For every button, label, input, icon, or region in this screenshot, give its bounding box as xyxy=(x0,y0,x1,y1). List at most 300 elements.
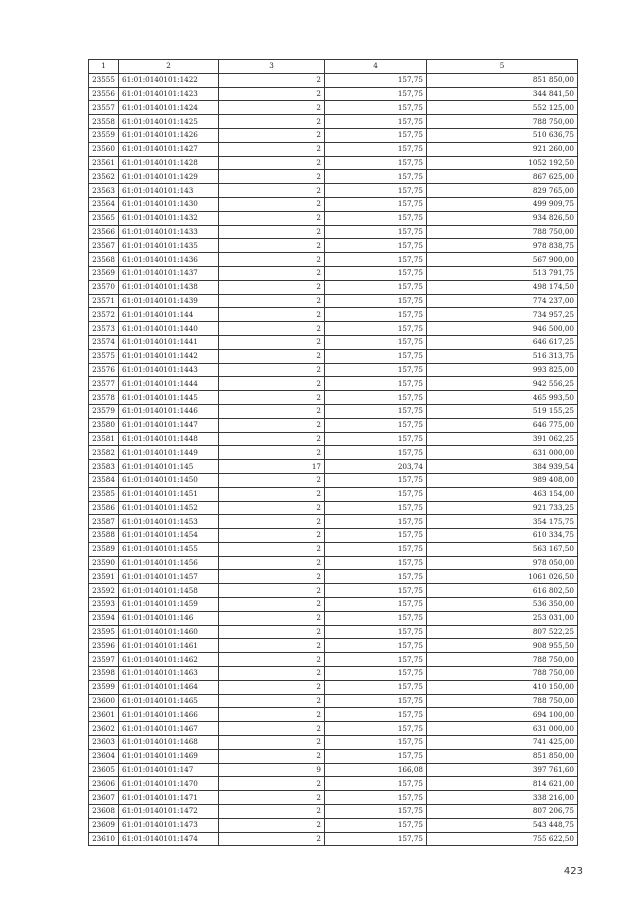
row-number-cell: 23566 xyxy=(89,225,119,239)
row-number-cell: 23561 xyxy=(89,156,119,170)
area-cell: 157,75 xyxy=(325,156,427,170)
value-cell: 463 154,00 xyxy=(427,487,578,501)
value-cell: 788 750,00 xyxy=(427,667,578,681)
count-cell: 2 xyxy=(219,184,325,198)
row-number-cell: 23578 xyxy=(89,391,119,405)
area-cell: 157,75 xyxy=(325,598,427,612)
value-cell: 946 500,00 xyxy=(427,322,578,336)
cadastral-number-cell: 61:01:0140101:1463 xyxy=(119,667,219,681)
value-cell: 498 174,50 xyxy=(427,280,578,294)
value-cell: 829 765,00 xyxy=(427,184,578,198)
row-number-cell: 23583 xyxy=(89,460,119,474)
area-cell: 157,75 xyxy=(325,473,427,487)
row-number-cell: 23574 xyxy=(89,335,119,349)
table-row xyxy=(89,473,578,487)
value-cell: 516 313,75 xyxy=(427,349,578,363)
row-number-cell: 23576 xyxy=(89,363,119,377)
cadastral-number-cell: 61:01:0140101:1439 xyxy=(119,294,219,308)
area-cell: 166,08 xyxy=(325,763,427,777)
cadastral-number-cell: 61:01:0140101:1443 xyxy=(119,363,219,377)
count-cell: 2 xyxy=(219,529,325,543)
value-cell: 410 150,00 xyxy=(427,680,578,694)
header-cell-3: 3 xyxy=(219,60,325,74)
value-cell: 934 826,50 xyxy=(427,211,578,225)
area-cell: 157,75 xyxy=(325,418,427,432)
area-cell: 157,75 xyxy=(325,170,427,184)
table-body xyxy=(89,60,578,846)
count-cell: 2 xyxy=(219,391,325,405)
row-number-cell: 23608 xyxy=(89,805,119,819)
table-row xyxy=(89,101,578,115)
area-cell: 157,75 xyxy=(325,115,427,129)
cadastral-number-cell: 61:01:0140101:1424 xyxy=(119,101,219,115)
cadastral-number-cell: 61:01:0140101:145 xyxy=(119,460,219,474)
row-number-cell: 23592 xyxy=(89,584,119,598)
cadastral-number-cell: 61:01:0140101:1469 xyxy=(119,749,219,763)
cadastral-number-cell: 61:01:0140101:1466 xyxy=(119,708,219,722)
value-cell: 253 031,00 xyxy=(427,611,578,625)
count-cell: 2 xyxy=(219,432,325,446)
cadastral-number-cell: 61:01:0140101:146 xyxy=(119,611,219,625)
count-cell: 2 xyxy=(219,335,325,349)
value-cell: 552 125,00 xyxy=(427,101,578,115)
cadastral-number-cell: 61:01:0140101:1460 xyxy=(119,625,219,639)
row-number-cell: 23558 xyxy=(89,115,119,129)
table-row xyxy=(89,832,578,846)
table-row xyxy=(89,680,578,694)
row-number-cell: 23589 xyxy=(89,542,119,556)
cadastral-number-cell: 61:01:0140101:1422 xyxy=(119,73,219,87)
value-cell: 942 556,25 xyxy=(427,377,578,391)
count-cell: 2 xyxy=(219,101,325,115)
count-cell: 2 xyxy=(219,115,325,129)
count-cell: 2 xyxy=(219,487,325,501)
table-row xyxy=(89,377,578,391)
value-cell: 513 791,75 xyxy=(427,266,578,280)
cadastral-number-cell: 61:01:0140101:1425 xyxy=(119,115,219,129)
table-row xyxy=(89,460,578,474)
value-cell: 338 216,00 xyxy=(427,791,578,805)
value-cell: 788 750,00 xyxy=(427,694,578,708)
area-cell: 157,75 xyxy=(325,391,427,405)
count-cell: 2 xyxy=(219,239,325,253)
cadastral-number-cell: 61:01:0140101:1423 xyxy=(119,87,219,101)
value-cell: 978 050,00 xyxy=(427,556,578,570)
count-cell: 2 xyxy=(219,584,325,598)
table-row xyxy=(89,694,578,708)
value-cell: 851 850,00 xyxy=(427,73,578,87)
count-cell: 2 xyxy=(219,266,325,280)
row-number-cell: 23588 xyxy=(89,529,119,543)
table-row xyxy=(89,818,578,832)
table-row xyxy=(89,253,578,267)
table-row xyxy=(89,529,578,543)
area-cell: 157,75 xyxy=(325,556,427,570)
area-cell: 157,75 xyxy=(325,584,427,598)
value-cell: 536 350,00 xyxy=(427,598,578,612)
value-cell: 807 206,75 xyxy=(427,805,578,819)
table-row xyxy=(89,391,578,405)
row-number-cell: 23568 xyxy=(89,253,119,267)
table-row xyxy=(89,156,578,170)
cadastral-number-cell: 61:01:0140101:1446 xyxy=(119,404,219,418)
value-cell: 465 993,50 xyxy=(427,391,578,405)
value-cell: 631 000,00 xyxy=(427,446,578,460)
table-row xyxy=(89,211,578,225)
area-cell: 157,75 xyxy=(325,501,427,515)
table-row xyxy=(89,777,578,791)
count-cell: 2 xyxy=(219,818,325,832)
value-cell: 391 062,25 xyxy=(427,432,578,446)
page-number: 423 xyxy=(563,866,583,877)
area-cell: 157,75 xyxy=(325,446,427,460)
value-cell: 867 625,00 xyxy=(427,170,578,184)
count-cell: 17 xyxy=(219,460,325,474)
cadastral-number-cell: 61:01:0140101:1456 xyxy=(119,556,219,570)
count-cell: 2 xyxy=(219,225,325,239)
count-cell: 2 xyxy=(219,253,325,267)
row-number-cell: 23582 xyxy=(89,446,119,460)
cadastral-number-cell: 61:01:0140101:1441 xyxy=(119,335,219,349)
count-cell: 2 xyxy=(219,170,325,184)
cadastral-number-cell: 61:01:0140101:1429 xyxy=(119,170,219,184)
area-cell: 157,75 xyxy=(325,142,427,156)
area-cell: 157,75 xyxy=(325,805,427,819)
count-cell: 2 xyxy=(219,404,325,418)
row-number-cell: 23573 xyxy=(89,322,119,336)
area-cell: 157,75 xyxy=(325,294,427,308)
count-cell: 2 xyxy=(219,639,325,653)
cadastral-number-cell: 61:01:0140101:1451 xyxy=(119,487,219,501)
table-row xyxy=(89,639,578,653)
row-number-cell: 23569 xyxy=(89,266,119,280)
area-cell: 157,75 xyxy=(325,197,427,211)
cadastral-number-cell: 61:01:0140101:1453 xyxy=(119,515,219,529)
count-cell: 2 xyxy=(219,87,325,101)
row-number-cell: 23579 xyxy=(89,404,119,418)
cadastral-number-cell: 61:01:0140101:1437 xyxy=(119,266,219,280)
cadastral-number-cell: 61:01:0140101:1455 xyxy=(119,542,219,556)
value-cell: 567 900,00 xyxy=(427,253,578,267)
count-cell: 2 xyxy=(219,363,325,377)
area-cell: 203,74 xyxy=(325,460,427,474)
row-number-cell: 23575 xyxy=(89,349,119,363)
count-cell: 2 xyxy=(219,556,325,570)
table-row xyxy=(89,239,578,253)
table-row xyxy=(89,87,578,101)
cadastral-number-cell: 61:01:0140101:1474 xyxy=(119,832,219,846)
row-number-cell: 23607 xyxy=(89,791,119,805)
area-cell: 157,75 xyxy=(325,266,427,280)
cadastral-number-cell: 61:01:0140101:1462 xyxy=(119,653,219,667)
value-cell: 510 636,75 xyxy=(427,128,578,142)
value-cell: 354 175,75 xyxy=(427,515,578,529)
table-row xyxy=(89,763,578,777)
value-cell: 1061 026,50 xyxy=(427,570,578,584)
area-cell: 157,75 xyxy=(325,791,427,805)
area-cell: 157,75 xyxy=(325,349,427,363)
area-cell: 157,75 xyxy=(325,128,427,142)
cadastral-number-cell: 61:01:0140101:1444 xyxy=(119,377,219,391)
area-cell: 157,75 xyxy=(325,680,427,694)
table-row xyxy=(89,225,578,239)
value-cell: 344 841,50 xyxy=(427,87,578,101)
cadastral-number-cell: 61:01:0140101:1440 xyxy=(119,322,219,336)
count-cell: 2 xyxy=(219,736,325,750)
table-row xyxy=(89,363,578,377)
count-cell: 2 xyxy=(219,708,325,722)
table-row xyxy=(89,322,578,336)
cadastral-number-cell: 61:01:0140101:1428 xyxy=(119,156,219,170)
table-row xyxy=(89,184,578,198)
count-cell: 2 xyxy=(219,722,325,736)
area-cell: 157,75 xyxy=(325,653,427,667)
header-cell-2: 2 xyxy=(119,60,219,74)
area-cell: 157,75 xyxy=(325,722,427,736)
cadastral-number-cell: 61:01:0140101:1464 xyxy=(119,680,219,694)
row-number-cell: 23591 xyxy=(89,570,119,584)
count-cell: 2 xyxy=(219,308,325,322)
row-number-cell: 23593 xyxy=(89,598,119,612)
table-row xyxy=(89,308,578,322)
area-cell: 157,75 xyxy=(325,73,427,87)
count-cell: 2 xyxy=(219,211,325,225)
row-number-cell: 23603 xyxy=(89,736,119,750)
table-row xyxy=(89,653,578,667)
count-cell: 2 xyxy=(219,349,325,363)
table-row xyxy=(89,335,578,349)
cadastral-number-cell: 61:01:0140101:1445 xyxy=(119,391,219,405)
value-cell: 616 802,50 xyxy=(427,584,578,598)
row-number-cell: 23597 xyxy=(89,653,119,667)
row-number-cell: 23599 xyxy=(89,680,119,694)
row-number-cell: 23610 xyxy=(89,832,119,846)
count-cell: 2 xyxy=(219,680,325,694)
area-cell: 157,75 xyxy=(325,239,427,253)
cadastral-number-cell: 61:01:0140101:1427 xyxy=(119,142,219,156)
area-cell: 157,75 xyxy=(325,404,427,418)
count-cell: 2 xyxy=(219,73,325,87)
value-cell: 694 100,00 xyxy=(427,708,578,722)
table-row xyxy=(89,349,578,363)
cadastral-number-cell: 61:01:0140101:1472 xyxy=(119,805,219,819)
row-number-cell: 23572 xyxy=(89,308,119,322)
area-cell: 157,75 xyxy=(325,611,427,625)
table-row xyxy=(89,418,578,432)
row-number-cell: 23585 xyxy=(89,487,119,501)
cadastral-number-cell: 61:01:0140101:1450 xyxy=(119,473,219,487)
row-number-cell: 23590 xyxy=(89,556,119,570)
value-cell: 921 733,25 xyxy=(427,501,578,515)
count-cell: 2 xyxy=(219,280,325,294)
cadastral-number-cell: 61:01:0140101:1433 xyxy=(119,225,219,239)
count-cell: 2 xyxy=(219,197,325,211)
area-cell: 157,75 xyxy=(325,184,427,198)
cadastral-number-cell: 61:01:0140101:1467 xyxy=(119,722,219,736)
count-cell: 2 xyxy=(219,749,325,763)
count-cell: 2 xyxy=(219,832,325,846)
count-cell: 9 xyxy=(219,763,325,777)
area-cell: 157,75 xyxy=(325,335,427,349)
table-row xyxy=(89,501,578,515)
area-cell: 157,75 xyxy=(325,101,427,115)
area-cell: 157,75 xyxy=(325,625,427,639)
cadastral-number-cell: 61:01:0140101:1470 xyxy=(119,777,219,791)
area-cell: 157,75 xyxy=(325,736,427,750)
count-cell: 2 xyxy=(219,142,325,156)
area-cell: 157,75 xyxy=(325,818,427,832)
table-row xyxy=(89,266,578,280)
header-cell-5: 5 xyxy=(427,60,578,74)
value-cell: 499 909,75 xyxy=(427,197,578,211)
row-number-cell: 23577 xyxy=(89,377,119,391)
value-cell: 788 750,00 xyxy=(427,225,578,239)
area-cell: 157,75 xyxy=(325,542,427,556)
row-number-cell: 23609 xyxy=(89,818,119,832)
count-cell: 2 xyxy=(219,322,325,336)
area-cell: 157,75 xyxy=(325,377,427,391)
row-number-cell: 23605 xyxy=(89,763,119,777)
table-row xyxy=(89,446,578,460)
area-cell: 157,75 xyxy=(325,487,427,501)
area-cell: 157,75 xyxy=(325,529,427,543)
row-number-cell: 23594 xyxy=(89,611,119,625)
area-cell: 157,75 xyxy=(325,777,427,791)
row-number-cell: 23595 xyxy=(89,625,119,639)
count-cell: 2 xyxy=(219,515,325,529)
area-cell: 157,75 xyxy=(325,225,427,239)
cadastral-number-cell: 61:01:0140101:1465 xyxy=(119,694,219,708)
area-cell: 157,75 xyxy=(325,308,427,322)
count-cell: 2 xyxy=(219,294,325,308)
table-row xyxy=(89,542,578,556)
cadastral-number-cell: 61:01:0140101:1458 xyxy=(119,584,219,598)
cadastral-number-cell: 61:01:0140101:1447 xyxy=(119,418,219,432)
count-cell: 2 xyxy=(219,805,325,819)
value-cell: 543 448,75 xyxy=(427,818,578,832)
area-cell: 157,75 xyxy=(325,708,427,722)
count-cell: 2 xyxy=(219,446,325,460)
area-cell: 157,75 xyxy=(325,832,427,846)
cadastral-number-cell: 61:01:0140101:1454 xyxy=(119,529,219,543)
cadastral-number-cell: 61:01:0140101:1468 xyxy=(119,736,219,750)
table-row xyxy=(89,487,578,501)
table-row xyxy=(89,170,578,184)
value-cell: 755 622,50 xyxy=(427,832,578,846)
area-cell: 157,75 xyxy=(325,515,427,529)
count-cell: 2 xyxy=(219,542,325,556)
row-number-cell: 23559 xyxy=(89,128,119,142)
cadastral-number-cell: 61:01:0140101:1449 xyxy=(119,446,219,460)
value-cell: 788 750,00 xyxy=(427,653,578,667)
table-row xyxy=(89,197,578,211)
count-cell: 2 xyxy=(219,418,325,432)
row-number-cell: 23555 xyxy=(89,73,119,87)
area-cell: 157,75 xyxy=(325,280,427,294)
row-number-cell: 23606 xyxy=(89,777,119,791)
cadastral-number-cell: 61:01:0140101:1452 xyxy=(119,501,219,515)
table-row xyxy=(89,749,578,763)
table-row xyxy=(89,515,578,529)
cadastral-number-cell: 61:01:0140101:1435 xyxy=(119,239,219,253)
value-cell: 397 761,60 xyxy=(427,763,578,777)
value-cell: 774 237,00 xyxy=(427,294,578,308)
value-cell: 563 167,50 xyxy=(427,542,578,556)
value-cell: 921 260,00 xyxy=(427,142,578,156)
row-number-cell: 23564 xyxy=(89,197,119,211)
value-cell: 384 939,54 xyxy=(427,460,578,474)
table-row xyxy=(89,598,578,612)
table-row xyxy=(89,584,578,598)
table-row xyxy=(89,556,578,570)
cadastral-number-cell: 61:01:0140101:1438 xyxy=(119,280,219,294)
row-number-cell: 23567 xyxy=(89,239,119,253)
table-row xyxy=(89,142,578,156)
area-cell: 157,75 xyxy=(325,211,427,225)
table-row xyxy=(89,73,578,87)
area-cell: 157,75 xyxy=(325,667,427,681)
cadastral-number-cell: 61:01:0140101:1432 xyxy=(119,211,219,225)
value-cell: 646 775,00 xyxy=(427,418,578,432)
count-cell: 2 xyxy=(219,128,325,142)
table-row xyxy=(89,432,578,446)
count-cell: 2 xyxy=(219,777,325,791)
cadastral-number-cell: 61:01:0140101:1457 xyxy=(119,570,219,584)
count-cell: 2 xyxy=(219,377,325,391)
count-cell: 2 xyxy=(219,598,325,612)
value-cell: 814 621,00 xyxy=(427,777,578,791)
value-cell: 610 334,75 xyxy=(427,529,578,543)
count-cell: 2 xyxy=(219,694,325,708)
table-row xyxy=(89,805,578,819)
value-cell: 807 522,25 xyxy=(427,625,578,639)
row-number-cell: 23602 xyxy=(89,722,119,736)
count-cell: 2 xyxy=(219,501,325,515)
value-cell: 741 425,00 xyxy=(427,736,578,750)
cadastral-number-cell: 61:01:0140101:1426 xyxy=(119,128,219,142)
count-cell: 2 xyxy=(219,791,325,805)
table-row xyxy=(89,115,578,129)
area-cell: 157,75 xyxy=(325,694,427,708)
value-cell: 734 957,25 xyxy=(427,308,578,322)
area-cell: 157,75 xyxy=(325,87,427,101)
row-number-cell: 23565 xyxy=(89,211,119,225)
cadastral-number-cell: 61:01:0140101:1430 xyxy=(119,197,219,211)
area-cell: 157,75 xyxy=(325,363,427,377)
count-cell: 2 xyxy=(219,570,325,584)
cadastral-number-cell: 61:01:0140101:1448 xyxy=(119,432,219,446)
count-cell: 2 xyxy=(219,473,325,487)
row-number-cell: 23600 xyxy=(89,694,119,708)
cadastral-number-cell: 61:01:0140101:1471 xyxy=(119,791,219,805)
row-number-cell: 23601 xyxy=(89,708,119,722)
cadastral-number-cell: 61:01:0140101:1442 xyxy=(119,349,219,363)
value-cell: 851 850,00 xyxy=(427,749,578,763)
row-number-cell: 23556 xyxy=(89,87,119,101)
row-number-cell: 23571 xyxy=(89,294,119,308)
row-number-cell: 23584 xyxy=(89,473,119,487)
value-cell: 993 825,00 xyxy=(427,363,578,377)
row-number-cell: 23557 xyxy=(89,101,119,115)
data-table xyxy=(88,59,578,846)
value-cell: 519 155,25 xyxy=(427,404,578,418)
row-number-cell: 23586 xyxy=(89,501,119,515)
table-row xyxy=(89,625,578,639)
table-row xyxy=(89,280,578,294)
table-row xyxy=(89,708,578,722)
table-row xyxy=(89,722,578,736)
row-number-cell: 23580 xyxy=(89,418,119,432)
